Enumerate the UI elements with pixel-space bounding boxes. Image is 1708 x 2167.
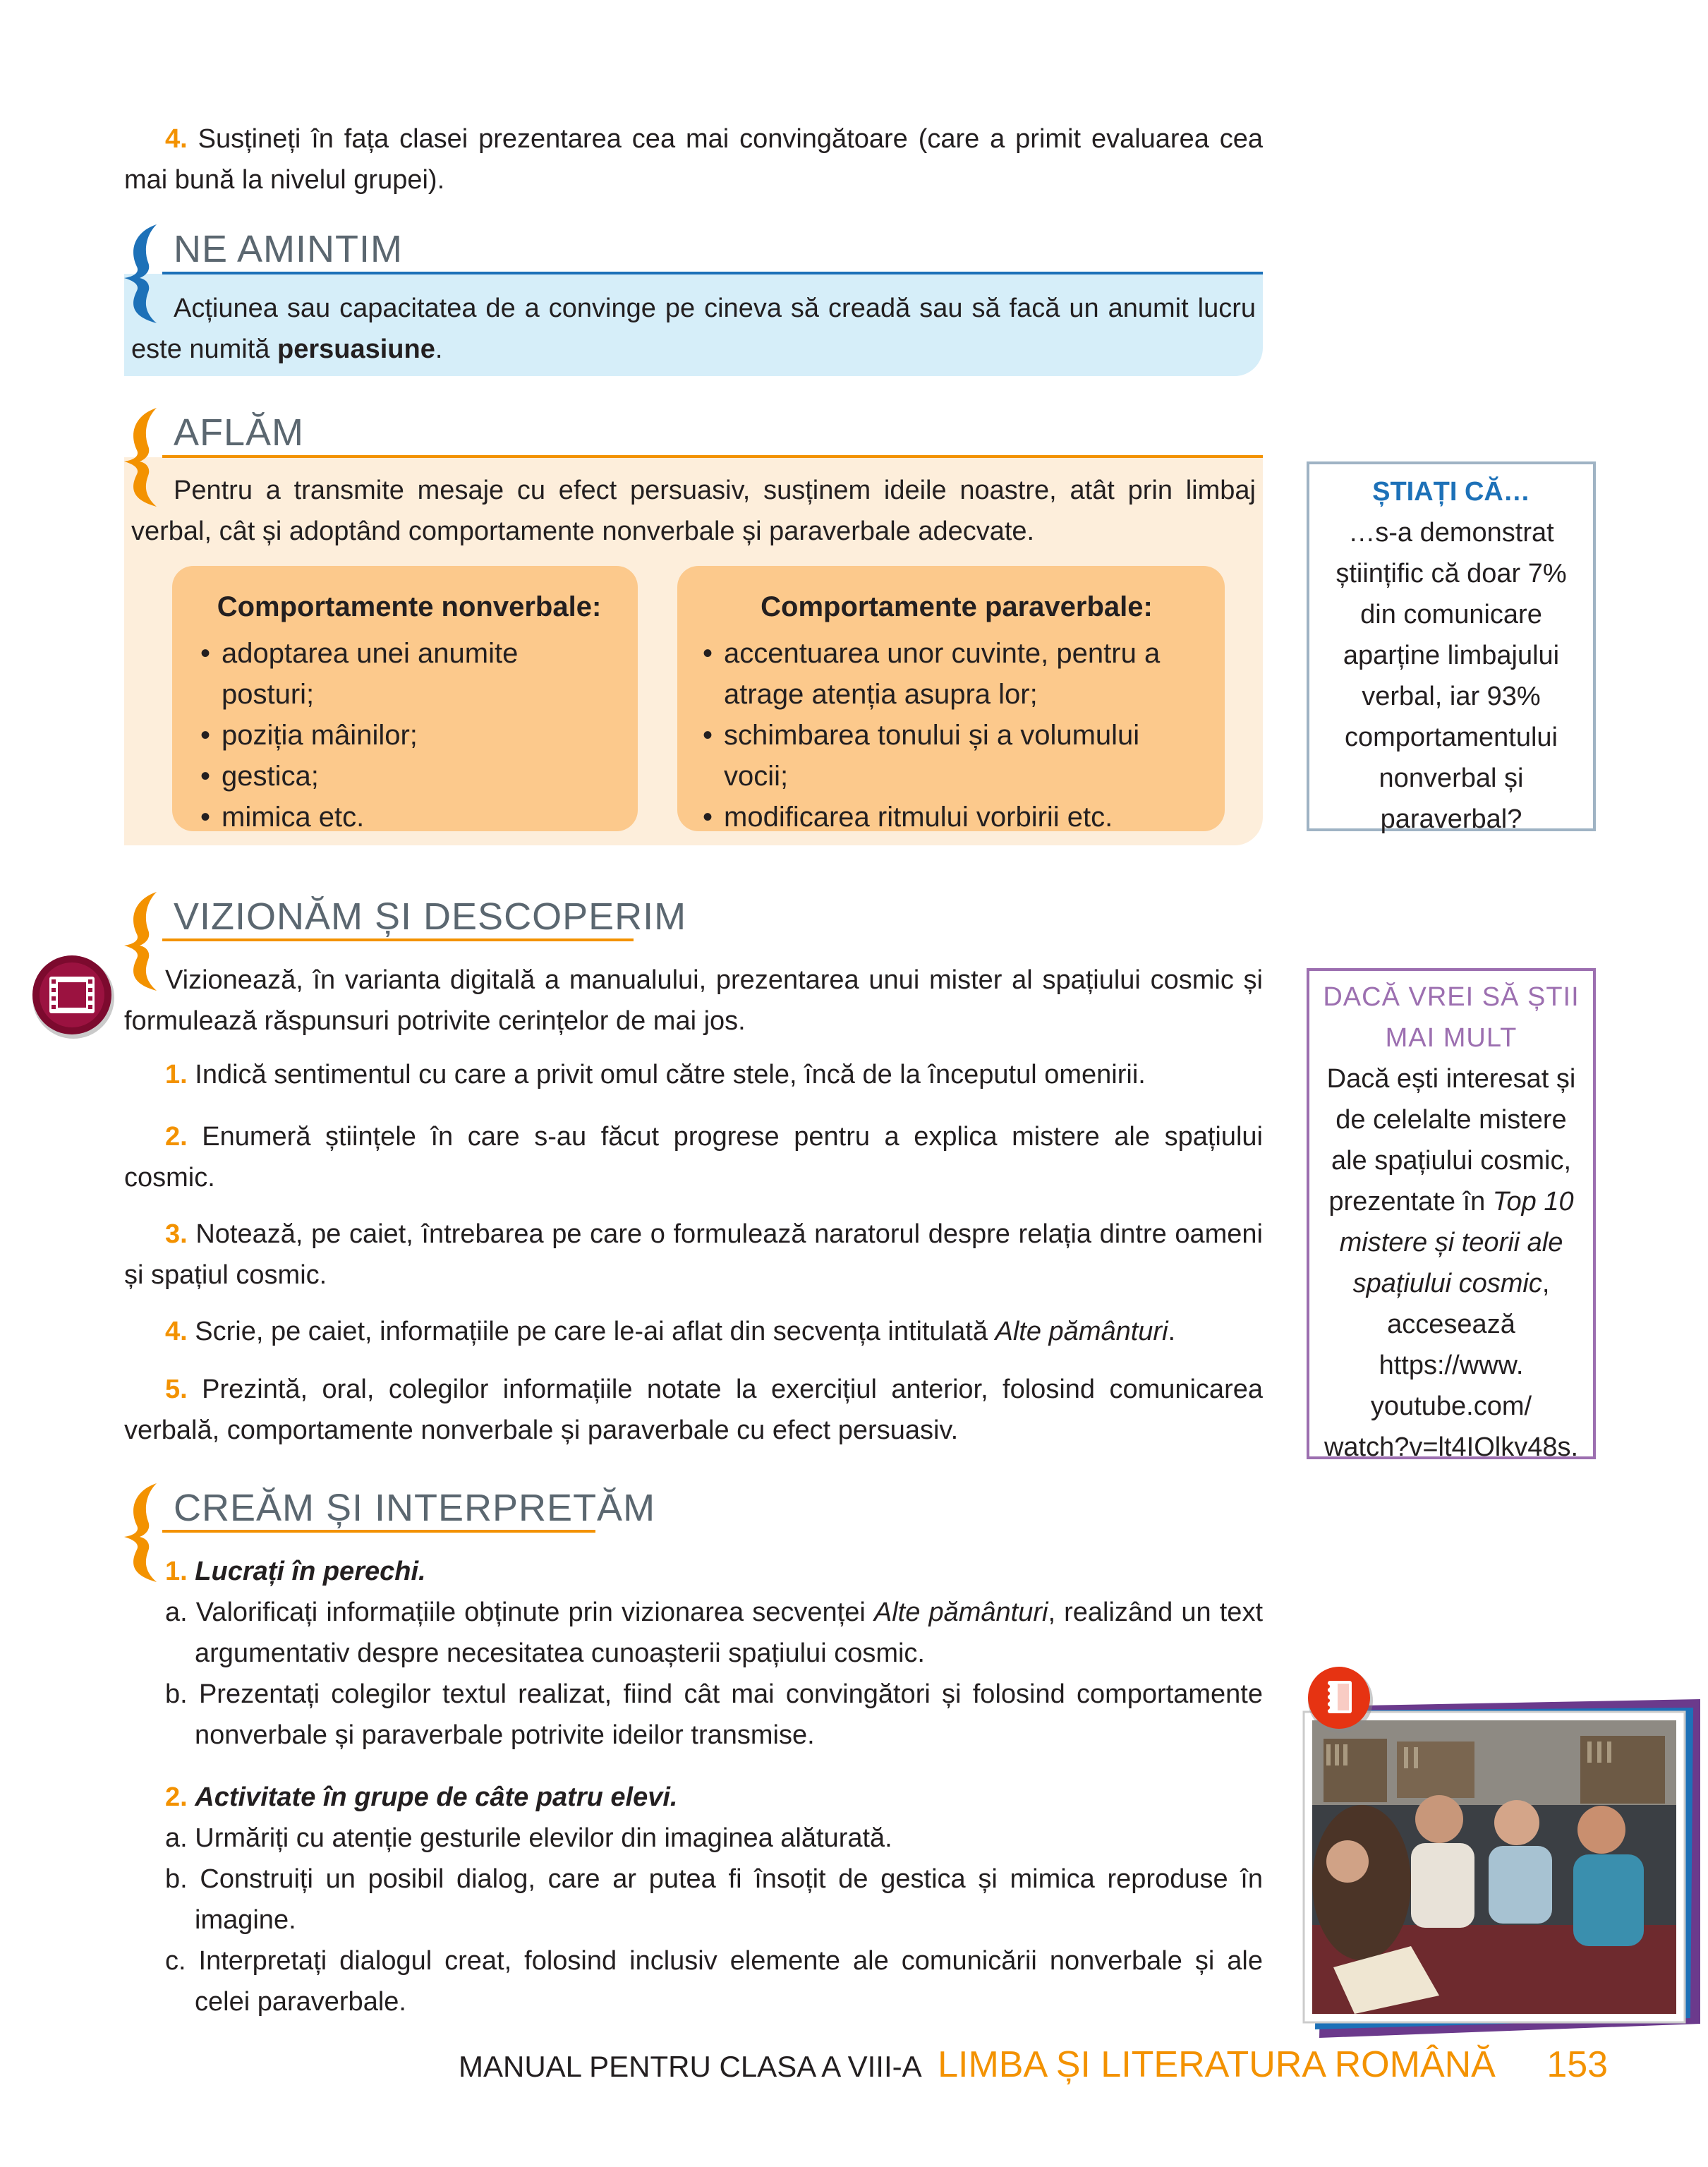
stiati-ca-box [1307, 461, 1596, 834]
ne-amintim-underline [162, 272, 1263, 274]
footer [459, 2044, 1609, 2086]
cream-task-1 [165, 1551, 1263, 1756]
cream-heading: CREĂM ȘI INTERPRETĂM [174, 1487, 656, 1529]
stiati-ca-text: …s-a demonstrat științific că doar 7% din comunicare aparține limbajului verbal, iar 93% comportamentului nonverbal și paraverbal? [1335, 518, 1567, 834]
paraverbal-title: Comportamente paraverbale: [761, 591, 1153, 622]
daca-vrei-url-1[interactable]: https://www. [1379, 1351, 1524, 1380]
task-1-b: b. Prezentați colegilor textul realizat, fiind cât mai convingători și folosind comportamente nonverbale și paraverbale potrivite ideilor transmise. [165, 1679, 1263, 1750]
ne-amintim-heading: NE AMINTIM [174, 228, 404, 270]
stiati-ca-title: ȘTIAȚI CĂ… [1372, 477, 1530, 507]
aflam-underline [162, 455, 1263, 458]
paraverbal-list [703, 633, 1211, 838]
nonverbal-title: Comportamente nonverbale: [217, 591, 602, 622]
cream-task-2 [165, 1777, 1263, 2022]
footer-subject: LIMBA ȘI LITERATURA ROMÂNĂ [938, 2044, 1496, 2085]
vizionam-item-5: 5. Prezintă, oral, colegilor informațiile notate la exercițiul anterior, folosind comunicarea verbală, comportamente nonverbale și paraverbale cu efect persuasiv. [124, 1375, 1263, 1445]
task-2-c: c. Interpretați dialogul creat, folosind inclusiv elemente ale comunicării nonverbale și ale celei paraverbale. [165, 1946, 1263, 2017]
task-2-title: 2. Activitate în grupe de câte patru elevi. [165, 1782, 678, 1812]
list-item: • mimica etc. [200, 797, 618, 838]
task-1-a: a. Valorificați informațiile obținute prin vizionarea secvenței Alte pământuri, realizând un text argumentativ despre necesitatea cunoașterii spațiului cosmic. [165, 1598, 1263, 1668]
page-number: 153 [1546, 2044, 1609, 2085]
list-item: • schimbarea tonului și a volumului vocii; [703, 715, 1211, 797]
daca-vrei-text: Dacă ești interesat și de celelalte mistere ale spațiului cosmic, prezentate în Top 10 mistere și teorii ale spațiului cosmic, accesează [1326, 1064, 1576, 1339]
vizionam-item-2: 2. Enumeră științele în care s-au făcut progrese pentru a explica mistere ale spațiului cosmic. [124, 1122, 1263, 1193]
list-item: • accentuarea unor cuvinte, pentru a atrage atenția asupra lor; [703, 633, 1211, 715]
list-item: • gestica; [200, 756, 618, 797]
cream-underline [162, 1530, 595, 1533]
ne-amintim-text: Acțiunea sau capacitatea de a convinge pe cineva să creadă sau să facă un anumit lucru este numită persuasiune. [131, 294, 1256, 364]
task-1-title: 1. Lucrați în perechi. [165, 1557, 426, 1586]
vizionam-underline [162, 938, 634, 941]
notebook-icon [1307, 1662, 1374, 1736]
list-item: • adoptarea unei anumite posturi; [200, 633, 618, 715]
list-item: • modificarea ritmului vorbirii etc. [703, 797, 1211, 838]
nonverbal-card [172, 566, 638, 831]
vizionam-intro: Vizionează, în varianta digitală a manualului, prezentarea unui mister al spațiului cosmic și formulează răspunsuri potrivite cerințelor de mai jos. [124, 965, 1263, 1036]
nonverbal-list [200, 633, 618, 838]
daca-vrei-box [1307, 968, 1596, 1462]
aflam-text: Pentru a transmite mesaje cu efect persuasiv, susținem ideile noastre, atât prin limbaj verbal, cât și adoptând comportamente nonverbale și paraverbale adecvate. [131, 476, 1256, 546]
orange-bracket-icon [121, 1483, 164, 1582]
vizionam-item-1: 1. Indică sentimentul cu care a privit omul către stele, încă de la începutul omenirii. [165, 1060, 1146, 1089]
paraverbal-card [677, 566, 1225, 831]
list-item: • poziția mâinilor; [200, 715, 618, 756]
vizionam-item-3: 3. Notează, pe caiet, întrebarea pe care o formulează naratorul despre relația dintre oameni și spațiul cosmic. [124, 1219, 1263, 1290]
vizionam-heading: VIZIONĂM ȘI DESCOPERIM [174, 895, 687, 938]
footer-manual: MANUAL PENTRU CLASA A VIII-A [459, 2050, 922, 2083]
task-2-a: a. Urmăriți cu atenție gesturile elevilor din imaginea alăturată. [165, 1823, 892, 1853]
vizionam-item-4: 4. Scrie, pe caiet, informațiile pe care le-ai aflat din secvența intitulată Alte pământuri. [165, 1317, 1176, 1346]
daca-vrei-url-2[interactable]: youtube.com/ [1370, 1392, 1532, 1421]
aflam-heading: AFLĂM [174, 411, 305, 454]
daca-vrei-title-1: DACĂ VREI SĂ ȘTII [1323, 982, 1580, 1012]
daca-vrei-title-2: MAI MULT [1385, 1023, 1518, 1053]
daca-vrei-url-3[interactable]: watch?v=lt4IOlkv48s. [1324, 1432, 1579, 1462]
video-icon[interactable] [31, 951, 116, 1043]
task-2-b: b. Construiți un posibil dialog, care ar putea fi însoțit de gestica și mimica reproduse în imagine. [165, 1864, 1263, 1935]
intro-item: 4. Susțineți în fața clasei prezentarea cea mai convingătoare (care a primit evaluarea cea mai bună la nivelul grupei). [124, 124, 1263, 195]
